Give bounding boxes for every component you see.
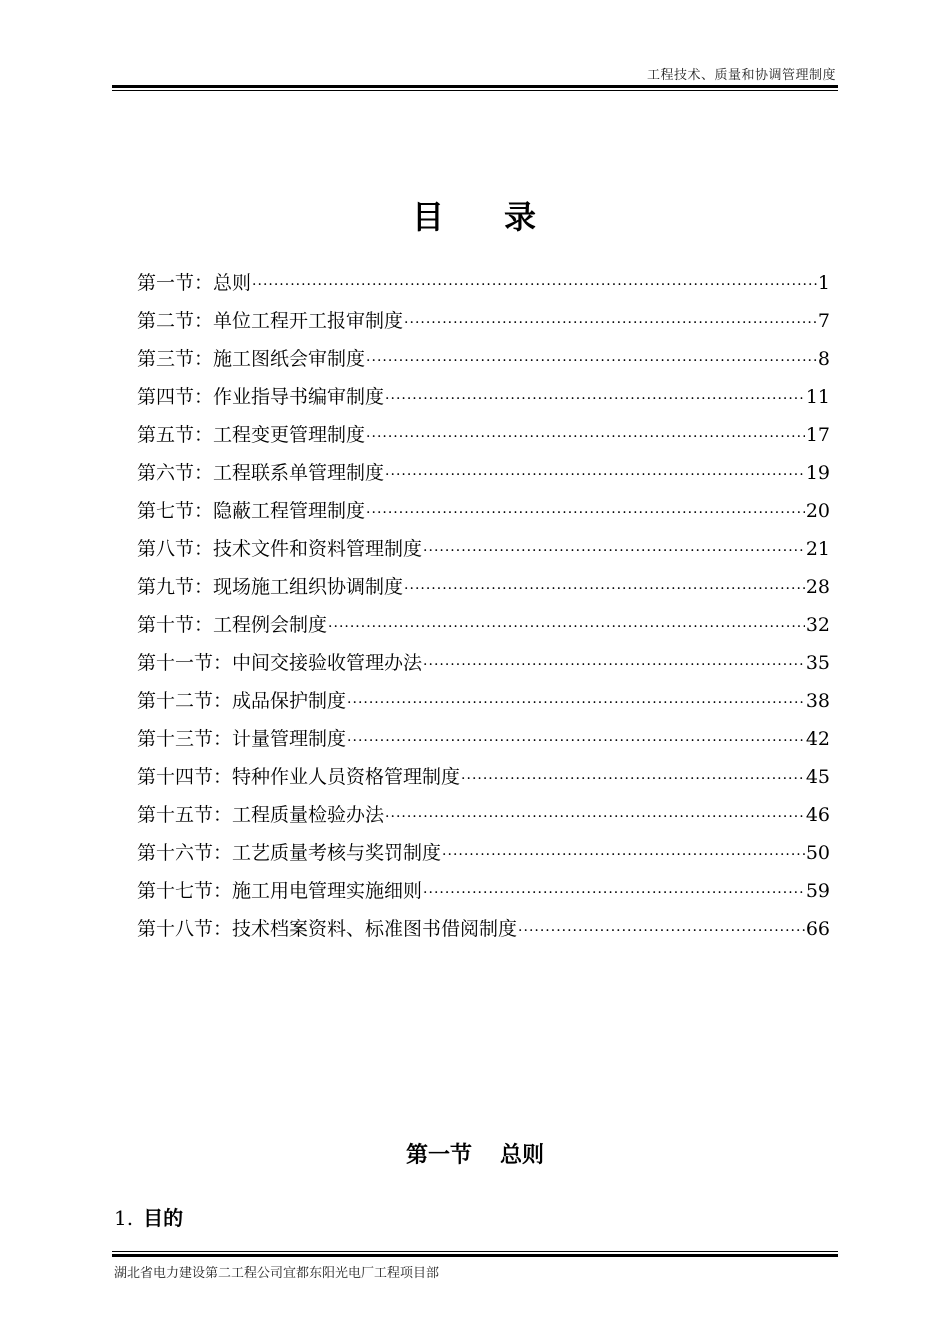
toc-item-section: 第六节 [137,462,195,484]
dot-leader [404,304,817,340]
toc-item-section: 第十节 [137,614,195,636]
dot-leader [366,342,817,378]
toc-item-section: 第十三节 [137,728,214,750]
toc-item-page: 66 [805,918,830,940]
toc-item-label: 单位工程开工报审制度 [213,310,404,332]
dot-leader [423,874,805,910]
dot-leader [404,570,805,606]
header-rule [112,85,838,91]
dot-leader [347,684,805,720]
toc-title-part2: 录 [504,198,539,236]
toc-item[interactable]: 第三节 ： 施工图纸会审制度 ····· 8 [137,340,830,378]
dot-leader [385,456,805,492]
toc-item-label: 工程质量检验办法 [232,804,385,826]
toc-item-page: 45 [805,766,830,788]
toc-item-page: 35 [805,652,830,674]
toc-item-section: 第二节 [137,310,195,332]
toc-item[interactable]: 第五节 ： 工程变更管理制度 ····· 17 [137,416,830,454]
dot-leader [385,380,805,416]
toc-item-label: 工艺质量考核与奖罚制度 [232,842,442,864]
toc-item-label: 施工用电管理实施细则 [232,880,423,902]
toc-item-section: 第七节 [137,500,195,522]
toc-item[interactable]: 第十八节 ： 技术档案资料、标准图书借阅制度 ····· 66 [137,910,830,948]
item-title: 目的 [143,1206,184,1230]
toc-item-page: 50 [805,842,830,864]
toc-item[interactable]: 第六节 ： 工程联系单管理制度 ····· 19 [137,454,830,492]
toc-item-section: 第十六节 [137,842,214,864]
toc-item-section: 第十四节 [137,766,214,788]
toc-item-section: 第十一节 [137,652,214,674]
toc-item-label: 成品保护制度 [232,690,347,712]
dot-leader [442,836,805,872]
toc-item-page: 32 [805,614,830,636]
running-footer: 湖北省电力建设第二工程公司宜都东阳光电厂工程项目部 [114,1266,440,1281]
toc-title-part1: 目 [411,198,446,236]
toc-item[interactable]: 第十一节 ： 中间交接验收管理办法 ····· 35 [137,644,830,682]
toc-item-page: 21 [805,538,830,560]
running-header: 工程技术、质量和协调管理制度 [646,68,836,83]
toc-item-label: 中间交接验收管理办法 [232,652,423,674]
dot-leader [385,798,805,834]
toc-item-section: 第十二节 [137,690,214,712]
toc-item-label: 技术档案资料、标准图书借阅制度 [232,918,518,940]
toc-item-page: 38 [805,690,830,712]
toc-item[interactable]: 第十三节 ： 计量管理制度 ····· 42 [137,720,830,758]
toc-item-label: 工程变更管理制度 [213,424,366,446]
toc-item-page: 8 [817,348,830,370]
section-number: 第一节 [405,1142,472,1168]
toc-item-section: 第十八节 [137,918,214,940]
dot-leader [328,608,805,644]
toc-item-label: 作业指导书编审制度 [213,386,385,408]
dot-leader [347,722,805,758]
toc-item-page: 11 [805,386,830,408]
toc-item-page: 42 [805,728,830,750]
toc-item-section: 第一节 [137,272,195,294]
toc-item-section: 第十七节 [137,880,214,902]
toc-item-section: 第四节 [137,386,195,408]
toc-item-page: 59 [805,880,830,902]
toc-item-label: 工程联系单管理制度 [213,462,385,484]
toc-item-page: 28 [805,576,830,598]
toc-item-page: 1 [817,272,830,294]
toc-item[interactable]: 第七节 ： 隐蔽工程管理制度 ····· 20 [137,492,830,530]
toc-list [137,264,830,948]
toc-item-label: 工程例会制度 [213,614,328,636]
toc-title [0,192,950,238]
toc-item-label: 现场施工组织协调制度 [213,576,404,598]
toc-item[interactable]: 第一节 ： 总则 ····· 1 [137,264,830,302]
toc-item[interactable]: 第十四节 ： 特种作业人员资格管理制度 ····· 45 [137,758,830,796]
toc-item-label: 施工图纸会审制度 [213,348,366,370]
toc-item[interactable]: 第十五节 ： 工程质量检验办法 ····· 46 [137,796,830,834]
toc-item[interactable]: 第十节 ： 工程例会制度 ····· 32 [137,606,830,644]
toc-item-label: 总则 [213,272,252,294]
toc-item[interactable]: 第八节 ： 技术文件和资料管理制度 ····· 21 [137,530,830,568]
toc-item-section: 第三节 [137,348,195,370]
toc-item-label: 计量管理制度 [232,728,347,750]
toc-item-label: 特种作业人员资格管理制度 [232,766,461,788]
dot-leader [461,760,805,796]
dot-leader [423,532,805,568]
toc-item[interactable]: 第九节 ： 现场施工组织协调制度 ····· 28 [137,568,830,606]
toc-item-section: 第十五节 [137,804,214,826]
item-number: 1. [114,1206,134,1230]
toc-item[interactable]: 第十六节 ： 工艺质量考核与奖罚制度 ····· 50 [137,834,830,872]
item-heading [114,1202,183,1231]
toc-item[interactable]: 第十二节 ： 成品保护制度 ····· 38 [137,682,830,720]
toc-item-page: 19 [805,462,830,484]
toc-item-section: 第九节 [137,576,195,598]
toc-item-page: 17 [805,424,830,446]
dot-leader [518,912,805,948]
toc-item-section: 第五节 [137,424,195,446]
toc-item[interactable]: 第十七节 ： 施工用电管理实施细则 ····· 59 [137,872,830,910]
toc-item-page: 46 [805,804,830,826]
section-heading [0,1138,950,1169]
dot-leader [252,266,817,302]
dot-leader [366,418,805,454]
toc-item-page: 7 [817,310,830,332]
toc-item[interactable]: 第四节 ： 作业指导书编审制度 ····· 11 [137,378,830,416]
toc-item-label: 隐蔽工程管理制度 [213,500,366,522]
dot-leader [366,494,805,530]
toc-item[interactable]: 第二节 ： 单位工程开工报审制度 ····· 7 [137,302,830,340]
footer-rule [112,1251,838,1257]
section-title: 总则 [500,1142,545,1168]
dot-leader [423,646,805,682]
toc-item-section: 第八节 [137,538,195,560]
toc-item-page: 20 [805,500,830,522]
toc-item-label: 技术文件和资料管理制度 [213,538,423,560]
